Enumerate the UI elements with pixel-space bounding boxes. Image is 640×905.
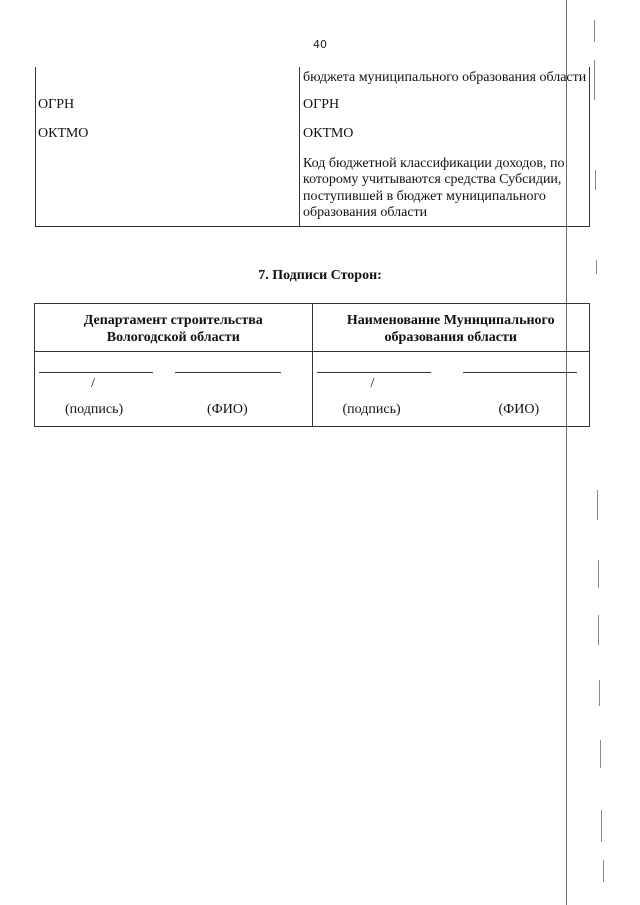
party-header-municipality bbox=[312, 304, 590, 352]
signature-caption: (подпись) bbox=[65, 402, 124, 417]
page-number: 40 bbox=[313, 38, 327, 51]
table-row bbox=[35, 352, 590, 427]
table-row bbox=[36, 116, 590, 146]
section-heading: 7. Подписи Сторон: bbox=[258, 268, 382, 283]
scan-edge-mark bbox=[599, 680, 600, 706]
requisites-cell-right: Код бюджетной классификации доходов, по которому учитываются средства Субсидии, поступившей в бюджет муниципального образования области bbox=[300, 146, 590, 227]
signatures-table bbox=[34, 303, 590, 427]
requisites-table bbox=[35, 67, 590, 227]
requisites-cell-left bbox=[36, 67, 300, 90]
name-caption: (ФИО) bbox=[207, 402, 248, 417]
name-line bbox=[175, 372, 281, 373]
requisites-cell-right: ОГРН bbox=[300, 90, 590, 117]
signature-line bbox=[39, 372, 153, 373]
requisites-cell-left: ОКТМО bbox=[36, 116, 300, 146]
party-name-line: Вологодской области bbox=[106, 330, 240, 345]
requisites-cell-right: бюджета муниципального образования области bbox=[300, 67, 590, 90]
signature-line bbox=[317, 372, 431, 373]
requisites-cell-left: ОГРН bbox=[36, 90, 300, 117]
scan-edge-mark bbox=[601, 810, 602, 842]
party-name-line: Наименование Муниципального bbox=[346, 313, 555, 328]
requisites-cell-left bbox=[36, 146, 300, 227]
signature-cell-municipality bbox=[312, 352, 590, 427]
separator-slash: / bbox=[370, 376, 375, 391]
name-line bbox=[463, 372, 577, 373]
name-caption: (ФИО) bbox=[498, 402, 540, 417]
scan-edge-mark bbox=[595, 170, 596, 190]
requisites-cell-right: ОКТМО bbox=[300, 116, 590, 146]
party-name-line: Департамент строительства bbox=[83, 313, 263, 328]
scan-edge-mark bbox=[600, 740, 601, 768]
scan-edge-mark bbox=[598, 560, 599, 588]
scan-edge-mark bbox=[598, 615, 599, 645]
party-name-line: образования области bbox=[384, 330, 517, 345]
scan-edge-mark bbox=[594, 60, 595, 100]
table-row bbox=[35, 304, 590, 352]
signature-cell-department bbox=[35, 352, 313, 427]
table-row bbox=[36, 67, 590, 90]
separator-slash: / bbox=[91, 376, 95, 391]
table-row bbox=[36, 146, 590, 227]
scan-edge-mark bbox=[597, 490, 598, 520]
signature-caption: (подпись) bbox=[342, 402, 401, 417]
table-row bbox=[36, 90, 590, 117]
scan-edge-mark bbox=[594, 20, 595, 42]
party-header-department bbox=[35, 304, 313, 352]
scan-edge-mark bbox=[603, 860, 604, 882]
